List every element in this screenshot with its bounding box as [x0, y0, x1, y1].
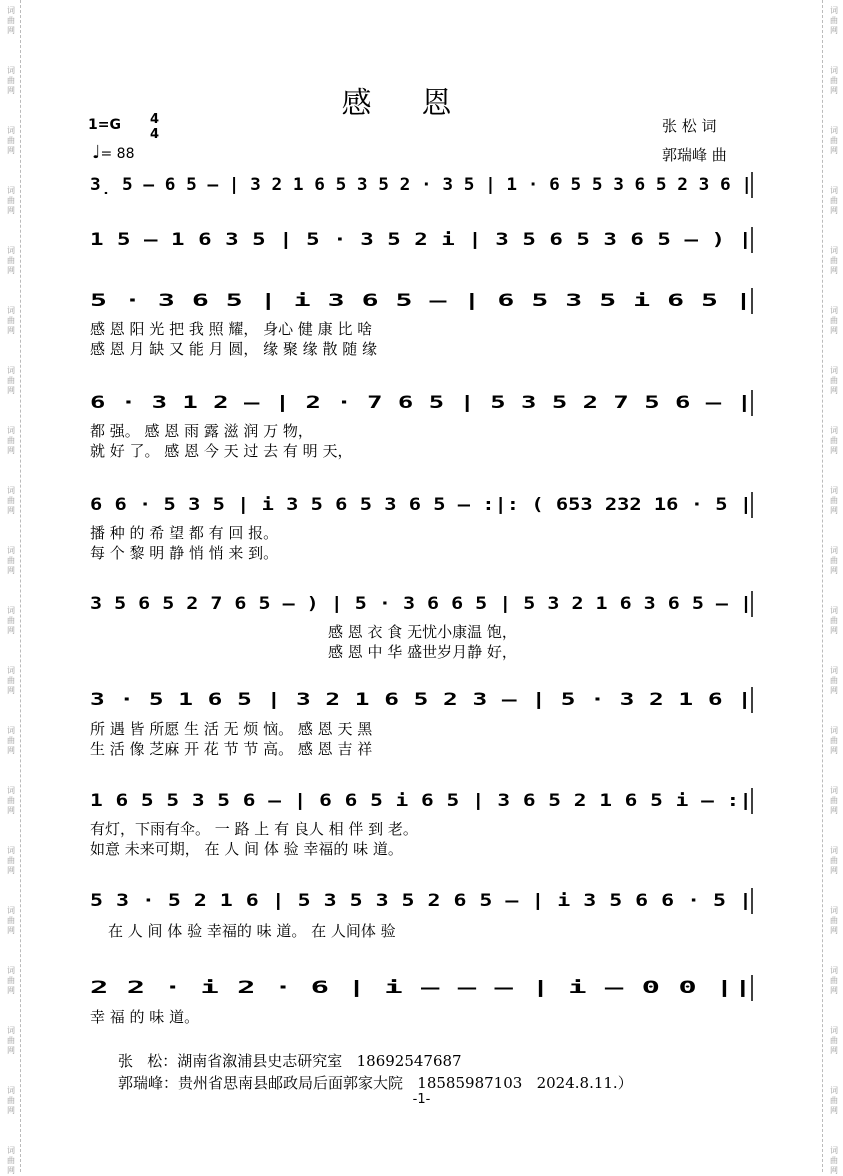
lyric-line: 感 恩 中 华 盛世岁月静 好，: [328, 643, 517, 661]
watermark-text: 词 曲 网: [830, 246, 838, 275]
time-signature-top: 4: [150, 112, 160, 127]
watermark-text: 词 曲 网: [7, 246, 15, 275]
watermark-text: 词 曲 网: [7, 366, 15, 395]
watermark-text: 词 曲 网: [830, 126, 838, 155]
notation-row: 6 · 3 1 2 — | 2 · 7 6 5 | 5 3 5 2 7 5 6 — |: [90, 393, 752, 413]
watermark-text: 词 曲 网: [830, 306, 838, 335]
watermark-text: 词 曲 网: [7, 666, 15, 695]
notation-row: 5 3 · 5 2 1 6 | 5 3 5 3 5 2 6 5 — | i 3 5 6 6 · 5 |: [90, 891, 752, 911]
lyric-line: 生 活 像 芝麻 开 花 节 节 高。 感 恩 吉 祥: [90, 740, 373, 758]
lyric-line: 感 恩 衣 食 无忧小康温 饱，: [328, 623, 517, 641]
lyric-line: 播 种 的 希 望 都 有 回 报。: [90, 524, 279, 542]
watermark-text: 词 曲 网: [7, 1026, 15, 1055]
lyric-line: 都 强。 感 恩 雨 露 滋 润 万 物，: [90, 422, 313, 440]
lyric-line: 感 恩 月 缺 又 能 月 圆， 缘 聚 缘 散 随 缘: [90, 340, 377, 358]
watermark-text: 词 曲 网: [7, 66, 15, 95]
notation-row: 3 5 6 5 2 7 6 5 — ) | 5 · 3 6 6 5 | 5 3 2 1 6 3 6 5 — |: [90, 594, 752, 614]
notation-row: 1 5 — 1 6 3 5 | 5 · 3 5 2 i | 3 5 6 5 3 6 5 — ) |: [90, 230, 752, 250]
lyric-line: 就 好 了。 感 恩 今 天 过 去 有 明 天，: [90, 442, 353, 460]
lyric-line: 每 个 黎 明 静 悄 悄 来 到。: [90, 544, 279, 562]
notation-row: 3 · 5 1 6 5 | 3 2 1 6 5 2 3 — | 5 · 3 2 1 6 |: [90, 690, 752, 710]
watermark-text: 词 曲 网: [7, 306, 15, 335]
notation-row: 6 6 · 5 3 5 | i 3 5 6 5 3 6 5 — :|: ( 653 232 16 · 5 |: [90, 495, 752, 515]
key-signature: 1=G: [88, 117, 121, 133]
watermark-text: 词 曲 网: [7, 726, 15, 755]
watermark-text: 词 曲 网: [830, 1146, 838, 1175]
lyric-line: 幸 福 的 味 道。: [90, 1008, 200, 1026]
watermark-text: 词 曲 网: [830, 846, 838, 875]
footer-contact-lyricist: 张 松：湖南省溆浦县史志研究室 18692547687: [118, 1052, 462, 1070]
watermark-text: 词 曲 网: [7, 846, 15, 875]
lyric-line: 有灯，下雨有伞。 一 路 上 有 良人 相 伴 到 老。: [90, 820, 418, 838]
watermark-text: 词 曲 网: [7, 906, 15, 935]
notation-row: 3̣ 5 — 6 5 — | 3 2 1 6 5 3 5 2 · 3 5 | 1 · 6 5 5 3 6 5 2 3 6 |: [90, 175, 752, 195]
time-signature-bottom: 4: [150, 127, 160, 142]
watermark-text: 词 曲 网: [7, 606, 15, 635]
tempo-value: = 88: [100, 146, 135, 162]
watermark-text: 词 曲 网: [7, 966, 15, 995]
watermark-text: 词 曲 网: [830, 66, 838, 95]
watermark-text: 词 曲 网: [830, 1086, 838, 1115]
watermark-text: 词 曲 网: [7, 786, 15, 815]
watermark-text: 词 曲 网: [7, 426, 15, 455]
watermark-text: 词 曲 网: [830, 906, 838, 935]
lyric-line: 在 人 间 体 验 幸福的 味 道。 在 人间体 验: [108, 922, 396, 940]
song-title: 感恩: [341, 86, 502, 121]
footer-contact-composer: 郭瑞峰：贵州省思南县邮政局后面郭家大院 18585987103 2024.8.11.）: [118, 1074, 633, 1092]
composer-credit: 郭瑞峰 曲: [662, 146, 727, 164]
quarter-note-icon: ♩: [92, 142, 101, 163]
watermark-text: 词 曲 网: [7, 1086, 15, 1115]
lyricist-credit: 张 松 词: [662, 117, 717, 135]
watermark-text: 词 曲 网: [830, 1026, 838, 1055]
watermark-text: 词 曲 网: [830, 486, 838, 515]
watermark-text: 词 曲 网: [7, 1146, 15, 1175]
watermark-text: 词 曲 网: [7, 126, 15, 155]
watermark-text: 词 曲 网: [830, 546, 838, 575]
watermark-text: 词 曲 网: [830, 6, 838, 35]
page-number: -1-: [412, 1092, 431, 1107]
watermark-text: 词 曲 网: [7, 486, 15, 515]
notation-row: 2 2 · i 2 · 6 | i — — — | i — 0 0 ||: [90, 978, 752, 998]
watermark-text: 词 曲 网: [7, 6, 15, 35]
lyric-line: 所 遇 皆 所愿 生 活 无 烦 恼。 感 恩 天 黑: [90, 720, 373, 738]
lyric-line: 感 恩 阳 光 把 我 照 耀， 身心 健 康 比 啥: [90, 320, 373, 338]
watermark-text: 词 曲 网: [830, 666, 838, 695]
watermark-text: 词 曲 网: [830, 726, 838, 755]
notation-row: 1 6 5 5 3 5 6 — | 6 6 5 i 6 5 | 3 6 5 2 1 6 5 i — :|: [90, 791, 752, 811]
watermark-text: 词 曲 网: [7, 546, 15, 575]
watermark-text: 词 曲 网: [830, 426, 838, 455]
watermark-text: 词 曲 网: [830, 186, 838, 215]
watermark-text: 词 曲 网: [830, 366, 838, 395]
watermark-text: 词 曲 网: [830, 606, 838, 635]
notation-row: 5 · 3 6 5 | i 3 6 5 — | 6 5 3 5 i 6 5 |: [90, 291, 752, 311]
watermark-text: 词 曲 网: [7, 186, 15, 215]
watermark-text: 词 曲 网: [830, 786, 838, 815]
lyric-line: 如意 未来可期， 在 人 间 体 验 幸福的 味 道。: [90, 840, 403, 858]
watermark-text: 词 曲 网: [830, 966, 838, 995]
